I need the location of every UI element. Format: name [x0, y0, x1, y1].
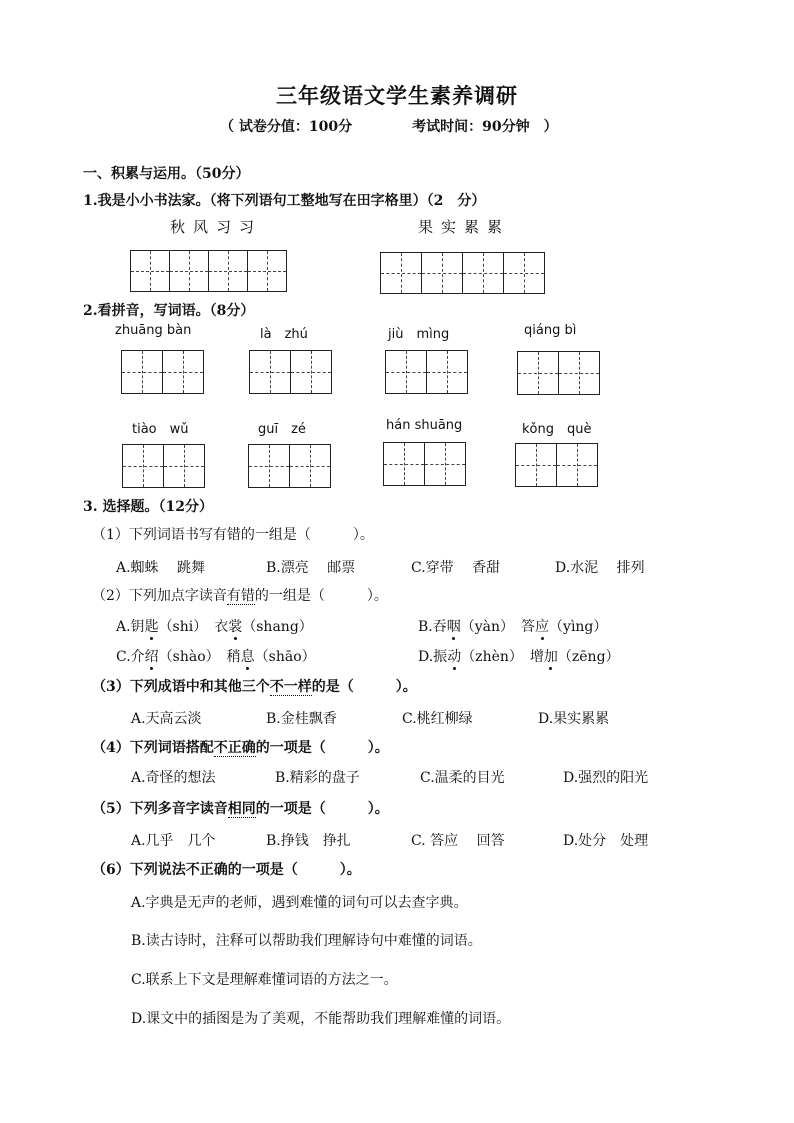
q3-4-option-c[interactable]: C.温柔的目光	[420, 770, 505, 786]
q3-3-option-a[interactable]: A.天高云淡	[131, 711, 202, 727]
q3-4-option-d[interactable]: D.强烈的阳光	[563, 770, 649, 786]
writing-grid-b[interactable]	[380, 252, 545, 294]
answer-grid-3[interactable]	[385, 350, 468, 394]
pinyin-2: là zhú	[260, 327, 308, 342]
answer-grid-6[interactable]	[248, 444, 331, 488]
q3-1-option-a[interactable]: A.蜘蛛 跳舞	[116, 560, 206, 576]
pinyin-1: zhuāng bàn	[115, 323, 192, 338]
pinyin-8: kǒng què	[522, 422, 592, 437]
pinyin-7: hán shuāng	[386, 418, 463, 433]
q3-5-option-c[interactable]: C. 答应 回答	[411, 833, 505, 849]
section-heading: 一、积累与运用。（50分）	[83, 166, 250, 182]
q3-6-option-c[interactable]: C.联系上下文是理解难懂词语的方法之一。	[131, 972, 398, 988]
pinyin-6: guī zé	[258, 422, 306, 437]
q3-1-option-b[interactable]: B.漂亮 邮票	[266, 560, 356, 576]
q3-3-option-d[interactable]: D.果实累累	[538, 711, 610, 727]
q3-4-option-a[interactable]: A.奇怪的想法	[131, 770, 216, 786]
q3-prompt: 3. 选择题。（12分）	[83, 499, 213, 515]
q3-3-option-c[interactable]: C.桃红柳绿	[402, 711, 473, 727]
q1-phrase-b: 果实累累	[418, 218, 511, 236]
answer-grid-8[interactable]	[515, 443, 598, 487]
q3-2-option-b[interactable]: B.吞咽（yàn） 答应（yìng）	[418, 619, 608, 635]
q3-1-option-c[interactable]: C.穿带 香甜	[411, 560, 501, 576]
pinyin-3: jiù mìng	[388, 327, 450, 342]
answer-grid-2[interactable]	[249, 350, 332, 394]
q1-prompt: 1.我是小小书法家。（将下列语句工整地写在田字格里）（2 分）	[83, 193, 486, 209]
q3-5-option-b[interactable]: B.挣钱 挣扎	[266, 833, 351, 849]
q3-6-option-b[interactable]: B.读古诗时，注释可以帮助我们理解诗句中难懂的词语。	[131, 933, 482, 949]
exam-info	[220, 116, 558, 136]
q3-2-option-d[interactable]: D.振动（zhèn） 增加（zēng）	[418, 649, 620, 665]
q3-3-stem: （3）下列成语中和其他三个不一样的是（ ）。	[92, 679, 417, 695]
answer-grid-4[interactable]	[517, 351, 600, 395]
q3-4-stem: （4）下列词语搭配不正确的一项是（ ）。	[92, 740, 389, 756]
pinyin-4: qiáng bì	[524, 323, 577, 338]
answer-grid-1[interactable]	[121, 350, 204, 394]
page-title: 三年级语文学生素养调研	[276, 83, 518, 108]
q3-5-option-d[interactable]: D.处分 处理	[563, 833, 649, 849]
time-info: 考试时间：90分钟 ）	[412, 119, 558, 135]
q3-2-stem: （2）下列加点字读音有错的一组是（ ）。	[92, 588, 388, 604]
q3-4-option-b[interactable]: B.精彩的盘子	[275, 770, 360, 786]
writing-grid-a[interactable]	[130, 250, 287, 292]
q3-2-option-a[interactable]: A.钥匙（shi） 衣裳（shang）	[116, 619, 313, 635]
q3-5-stem: （5）下列多音字读音相同的一项是（ ）。	[92, 801, 389, 817]
answer-grid-5[interactable]	[122, 444, 205, 488]
score-info: （ 试卷分值：100分	[220, 119, 353, 135]
q2-prompt: 2.看拼音，写词语。（8分）	[83, 303, 255, 319]
q3-5-option-a[interactable]: A.几乎 几个	[131, 833, 216, 849]
q3-6-option-a[interactable]: A.字典是无声的老师，遇到难懂的词句可以去查字典。	[131, 895, 468, 911]
q1-phrase-a: 秋风习习	[170, 218, 263, 236]
q3-1-option-d[interactable]: D.水泥 排列	[555, 560, 645, 576]
q3-3-option-b[interactable]: B.金桂飘香	[266, 711, 337, 727]
pinyin-5: tiào wǔ	[132, 422, 189, 437]
q3-2-option-c[interactable]: C.介绍（shào） 稍息（shāo）	[116, 649, 316, 665]
q3-6-stem: （6）下列说法不正确的一项是（ ）。	[92, 862, 361, 878]
q3-6-option-d[interactable]: D.课文中的插图是为了美观，不能帮助我们理解难懂的词语。	[131, 1011, 511, 1027]
answer-grid-7[interactable]	[383, 442, 466, 486]
q3-1-stem: （1）下列词语书写有错的一组是（ ）。	[92, 527, 374, 543]
